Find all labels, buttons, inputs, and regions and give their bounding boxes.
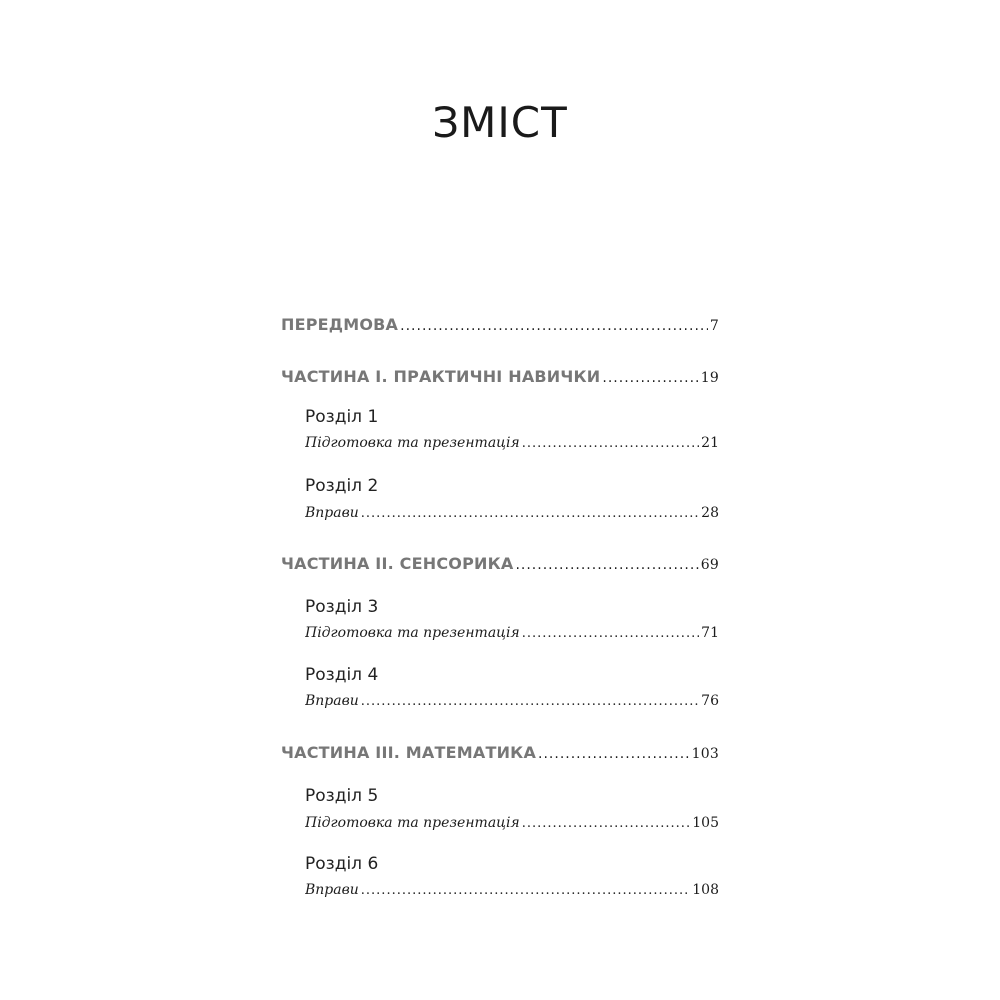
dot-leader [400,318,708,334]
dot-leader [522,436,699,451]
toc-entry-page: 28 [701,505,719,521]
toc-entry-page: 7 [709,318,719,334]
toc-entry-label: ЧАСТИНА ІІ. СЕНСОРИКА [281,554,514,573]
toc-entry-title: Вправи [305,505,359,521]
dot-leader [522,626,699,641]
toc-entry-page: 108 [692,882,719,898]
dot-leader [522,816,691,831]
chapter-label: Розділ 6 [305,854,379,874]
dot-leader [515,557,698,573]
toc-entry-chapter-1[interactable] [305,435,719,451]
toc-entry-chapter-3[interactable] [305,625,719,641]
toc-entry-chapter-2[interactable] [305,505,719,521]
dot-leader [361,694,699,709]
toc-entry-page: 105 [692,815,719,831]
toc-entry-title: Вправи [305,693,359,709]
toc-entry-page: 103 [691,746,719,762]
toc-entry-title: Вправи [305,882,359,898]
dot-leader [361,506,699,521]
toc-entry-page: 69 [700,557,719,573]
toc-entry-label: ЧАСТИНА ІІІ. МАТЕМАТИКА [281,743,537,762]
chapter-label: Розділ 5 [305,786,379,806]
chapter-label: Розділ 1 [305,407,379,427]
toc-entry-part-3[interactable] [281,743,719,762]
toc-entry-preface[interactable] [281,315,719,334]
toc-entry-label: ПЕРЕДМОВА [281,315,399,334]
page-title: ЗМІСТ [432,98,568,147]
toc-entry-page: 76 [701,693,719,709]
toc-entry-chapter-4[interactable] [305,693,719,709]
dot-leader [361,883,690,898]
toc-entry-page: 71 [701,625,719,641]
dot-leader [538,746,690,762]
toc-entry-page: 21 [701,435,719,451]
toc-entry-title: Підготовка та презентація [305,815,520,831]
toc-entry-chapter-6[interactable] [305,882,719,898]
toc-entry-page: 19 [700,370,719,386]
toc-entry-chapter-5[interactable] [305,815,719,831]
toc-entry-title: Підготовка та презентація [305,625,520,641]
toc-entry-part-2[interactable] [281,554,719,573]
chapter-label: Розділ 4 [305,665,379,685]
toc-entry-label: ЧАСТИНА І. ПРАКТИЧНІ НАВИЧКИ [281,367,601,386]
chapter-label: Розділ 2 [305,476,379,496]
dot-leader [602,370,698,386]
toc-entry-title: Підготовка та презентація [305,435,520,451]
chapter-label: Розділ 3 [305,597,379,617]
toc-entry-part-1[interactable] [281,367,719,386]
